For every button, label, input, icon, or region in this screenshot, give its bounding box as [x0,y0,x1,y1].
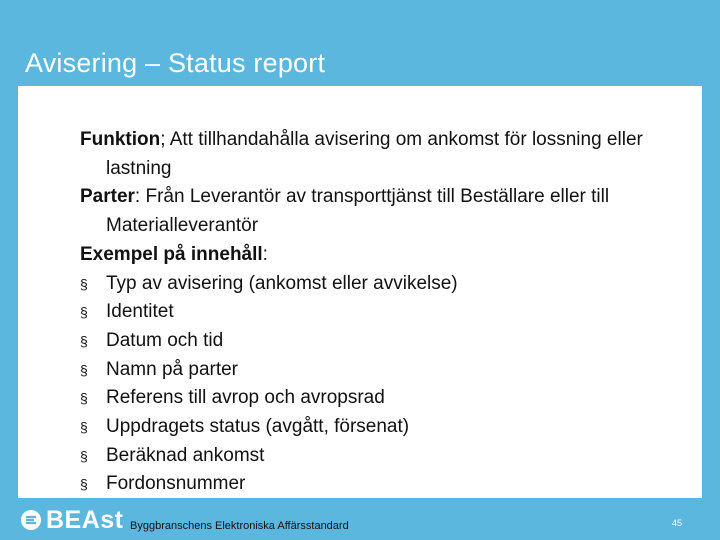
list-item [80,470,680,499]
footer-organization: Byggbranschens Elektroniska Affärsstandard [130,520,349,532]
parter-paragraph [80,183,680,240]
list-item-text: Datum och tid [106,329,224,351]
list-item-text: Fordonsnummer [106,473,246,495]
list-item-text: Identitet [106,301,174,323]
bullet-icon: § [80,476,88,493]
list-item [80,356,680,385]
bullet-icon: § [80,304,88,321]
beast-logo-icon [20,509,42,531]
list-item-text: Typ av avisering (ankomst eller avvikelse) [106,272,458,294]
funktion-label: Funktion [80,129,161,150]
body-text [80,126,680,499]
beast-logo [20,506,124,534]
bullet-icon: § [80,390,88,407]
content-list [80,270,680,500]
exempel-text: : [262,243,268,265]
exempel-label: Exempel på innehåll [80,243,263,265]
parter-label: Parter [80,186,135,208]
list-item [80,298,680,327]
funktion-text: ; Att tillhandahålla avisering om ankomst för lossning eller lastning [106,129,643,179]
footer-bar [0,498,720,540]
list-item [80,413,680,442]
list-item-text: Uppdragets status (avgått, försenat) [106,416,410,438]
list-item-text: Referens till avrop och avropsrad [106,387,385,409]
list-item-text: Namn på parter [106,358,239,380]
bullet-icon: § [80,419,88,436]
logo-text: BEAst [46,505,124,534]
title-bar [0,0,720,85]
list-item-text: Beräknad ankomst [106,444,265,466]
page-number: 45 [672,518,683,528]
bullet-icon: § [80,332,88,349]
slide-title: Avisering – Status report [25,48,326,78]
list-item [80,442,680,471]
parter-text: : Från Leverantör av transporttjänst till Beställare eller till Materialleverantör [106,186,610,237]
content-panel [18,86,702,498]
list-item [80,270,680,299]
bullet-icon: § [80,275,88,292]
bullet-icon: § [80,447,88,464]
funktion-paragraph [80,126,680,183]
list-item [80,384,680,413]
list-item [80,327,680,356]
exempel-paragraph [80,241,680,270]
bullet-icon: § [80,361,88,378]
